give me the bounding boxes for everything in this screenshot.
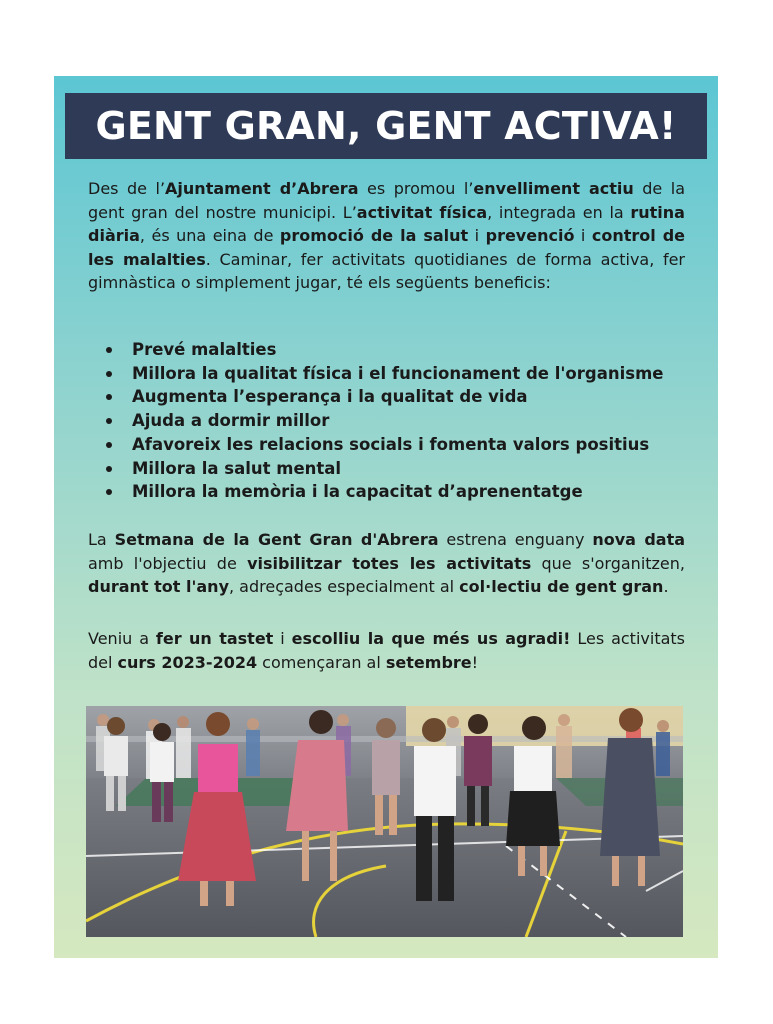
- intro-highlight: Ajuntament d’Abrera: [165, 179, 359, 198]
- intro-highlight: promoció de la salut: [279, 226, 469, 246]
- setmana-highlight: nova data: [592, 530, 686, 549]
- intro-highlight: control de les malalties: [88, 226, 685, 269]
- flyer-panel: [54, 76, 718, 958]
- list-item: Ajuda a dormir millor: [100, 409, 680, 433]
- intro-text: , és una eina de: [139, 226, 280, 246]
- invite-highlight: setembre: [385, 652, 472, 672]
- invite-paragraph: [88, 627, 685, 674]
- invite-text: Les activitats del: [88, 629, 686, 672]
- setmana-highlight: durant tot l'any: [88, 577, 229, 597]
- setmana-text: , adreçades especialment al: [229, 577, 460, 597]
- intro-text: , integrada en la: [487, 202, 631, 222]
- intro-highlight: envelliment actiu: [473, 179, 634, 198]
- title-banner: [65, 93, 707, 159]
- setmana-highlight: visibilitzar totes les activitats: [247, 553, 532, 573]
- list-item: Prevé malalties: [100, 338, 680, 362]
- intro-highlight: prevenció: [485, 226, 575, 246]
- list-item: Afavoreix les relacions socials i fomenta valors positius: [100, 433, 680, 457]
- setmana-highlight: Setmana de la Gent Gran d'Abrera: [114, 530, 439, 549]
- invite-text: començaran al: [257, 652, 386, 672]
- photo-illustration: [86, 706, 683, 937]
- intro-text: de la gent gran del nostre municipi. L’: [88, 179, 686, 222]
- intro-highlight: rutina diària: [88, 202, 685, 246]
- dancing-photo: [86, 706, 683, 937]
- benefits-list: [100, 338, 680, 504]
- invite-text: i: [273, 629, 292, 648]
- intro-paragraph: [88, 177, 685, 295]
- list-item: Millora la qualitat física i el funcionament de l'organisme: [100, 362, 680, 386]
- invite-text: !: [471, 652, 479, 672]
- setmana-text: estrena enguany: [438, 530, 593, 549]
- invite-text: Veniu a: [88, 629, 156, 648]
- list-item: Millora la memòria i la capacitat d’aprenentatge: [100, 480, 680, 504]
- intro-text: i: [574, 226, 592, 246]
- setmana-text: .: [663, 577, 669, 597]
- setmana-text: que s'organitzen,: [531, 553, 685, 573]
- intro-highlight: activitat física: [356, 202, 488, 222]
- invite-highlight: curs 2023-2024: [117, 652, 258, 672]
- page-title: GENT GRAN, GENT ACTIVA!: [95, 104, 677, 148]
- setmana-text: La: [88, 530, 115, 549]
- invite-highlight: fer un tastet: [155, 629, 274, 648]
- list-item: Millora la salut mental: [100, 457, 680, 481]
- setmana-highlight: col·lectiu de gent gran: [459, 577, 664, 597]
- setmana-text: amb l'objectiu de: [88, 553, 248, 573]
- setmana-paragraph: [88, 528, 685, 599]
- invite-highlight: escolliu la que més us agradi!: [291, 629, 571, 648]
- intro-text: . Caminar, fer activitats quotidianes de forma activa, fer gimnàstica o simplement jugar, té els següents beneficis:: [88, 249, 686, 293]
- list-item: Augmenta l’esperança i la qualitat de vida: [100, 385, 680, 409]
- intro-text: i: [468, 226, 486, 246]
- intro-text: es promou l’: [358, 179, 474, 198]
- intro-text: Des de l’: [88, 179, 166, 198]
